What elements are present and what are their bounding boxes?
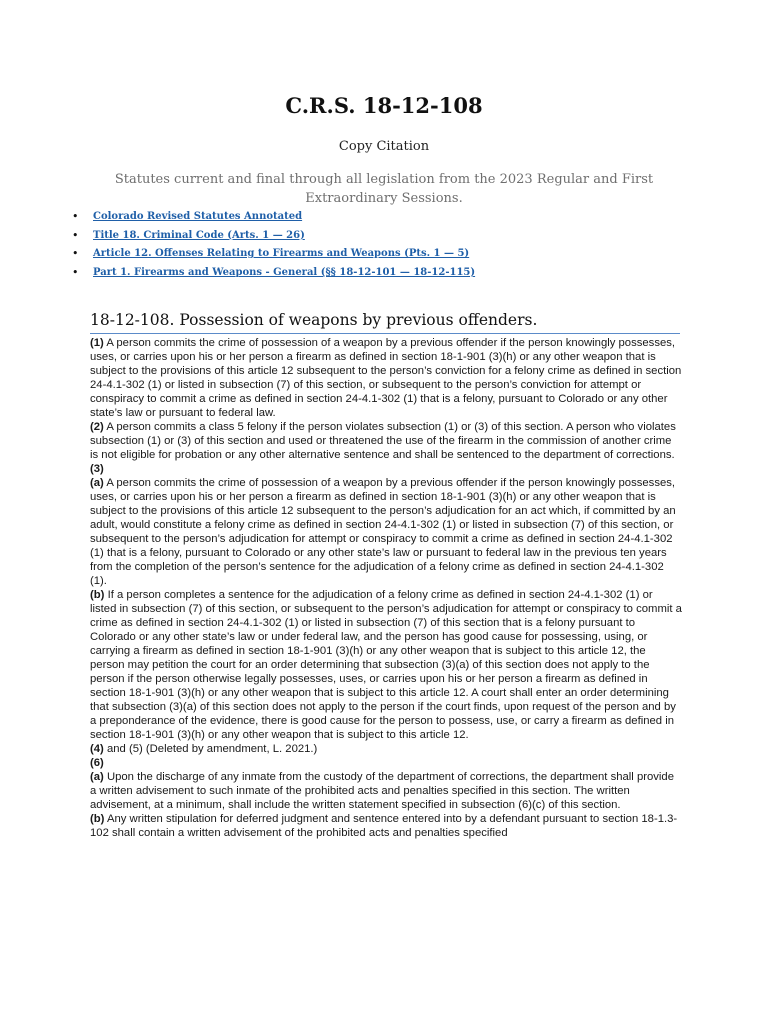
statute-paragraph — [90, 420, 682, 462]
currency-note: Statutes current and final through all legislation from the 2023 Regular and First Extraordinary Sessions. — [114, 172, 654, 206]
bullet-icon: • — [72, 228, 79, 242]
breadcrumb-link-article[interactable]: Article 12. Offenses Relating to Firearms and Weapons (Pts. 1 — 5) — [93, 248, 470, 260]
breadcrumb-link-statutes[interactable]: Colorado Revised Statutes Annotated — [93, 211, 303, 222]
bullet-icon: • — [72, 210, 79, 223]
statute-paragraph — [90, 756, 682, 770]
statute-body — [90, 336, 682, 840]
breadcrumb-link-title[interactable]: Title 18. Criminal Code (Arts. 1 — 26) — [93, 229, 305, 241]
breadcrumb-item — [70, 227, 475, 246]
statute-paragraph — [90, 812, 682, 840]
paragraph-text: and (5) (Deleted by amendment, L. 2021.) — [103, 743, 318, 755]
paragraph-text: If a person completes a sentence for the adjudication of a felony crime as defined in section 24-4.1-302 (1) or listed in subsection (7) of this section, or subsequent to the person’s adjudication for attempt or conspiracy to commit a crime as defined in section 24-4.1-302 (1) or listed in subsection (7) of this section that is a felony pursuant to Colorado or any other state’s law or under federal law, and the person has good cause for possessing, using, or carrying a firearm as defined in section 18-1-901 (3)(h) or any other weapon that is subject to this article 12, the person may petition the court for an order determining that subsection (3)(a) of this section does not apply to the person if the person otherwise legally possesses, uses, or carries upon his or her person a firearm as defined in section 18-1-901 (3)(h) or any other weapon that is subject to this article 12. A court shall enter an order determining that subsection (3)(a) of this section does not apply to the person if the court finds, upon request of the person and by a preponderance of the evidence, there is good cause for the person to possess, use, or carry a firearm as defined in section 18-1-901 (3)(h) or any other weapon that is subject to this article 12. — [90, 589, 682, 741]
statute-paragraph — [90, 476, 682, 588]
paragraph-text: A person commits the crime of possession of a weapon by a previous offender if the person knowingly possesses, uses, or carries upon his or her person a firearm as defined in section 18-1-901 (3)(h) or any other weapon that is subject to the provisions of this article 12 subsequent to the person’s adjudication for an act which, if committed by an adult, would constitute a felony crime as defined in section 24-4.1-302 (1) or listed in subsection (7) of this section, or subsequent to the person’s adjudication for attempt or conspiracy to commit a crime as defined in section 24-4.1-302 (1) that is a felony, pursuant to Colorado or any other state’s law or pursuant to federal law in the previous ten years from the completion of the person’s sentence for the adjudication of a felony crime as defined in section 24-4.1-302 (1). — [90, 477, 676, 587]
breadcrumb-item — [70, 264, 475, 283]
paragraph-text: A person commits the crime of possession of a weapon by a previous offender if the person knowingly possesses, uses, or carries upon his or her person a firearm as defined in section 18-1-901 (3)(h) or any other weapon that is subject to the provisions of this article 12 subsequent to the person’s conviction for a felony crime as defined in section 24-4.1-302 (1) or listed in subsection (7) of this section, or subsequent to the person’s conviction for attempt or conspiracy to commit a crime as defined in section 24-4.1-302 (1) that is a felony, pursuant to Colorado or any other state’s law or pursuant to federal law. — [90, 337, 682, 419]
paragraph-label: (2) — [90, 421, 104, 433]
paragraph-label: (6) — [90, 757, 104, 769]
paragraph-label: (b) — [90, 589, 105, 601]
document-title: C.R.S. 18-12-108 — [285, 93, 483, 118]
copy-citation-button[interactable]: Copy Citation — [338, 139, 430, 154]
paragraph-label: (1) — [90, 337, 104, 349]
breadcrumb — [70, 208, 475, 282]
breadcrumb-item — [70, 245, 475, 264]
statute-paragraph — [90, 770, 682, 812]
statute-paragraph — [90, 742, 682, 756]
bullet-icon: • — [72, 265, 79, 279]
paragraph-label: (a) — [90, 477, 104, 489]
breadcrumb-item — [70, 208, 475, 227]
paragraph-label: (4) — [90, 743, 104, 755]
statute-paragraph — [90, 588, 682, 742]
paragraph-text: A person commits a class 5 felony if the person violates subsection (1) or (3) of this section. A person who violates subsection (1) or (3) of this section and used or threatened the use of the firearm in the commission of another crime is not eligible for probation or any other alternative sentence and shall be sentenced to the department of corrections. — [90, 421, 676, 461]
paragraph-text: Upon the discharge of any inmate from the custody of the department of corrections, the department shall provide a written advisement to such inmate of the prohibited acts and penalties specified in this section. The written advisement, at a minimum, shall include the written statement specified in subsection (6)(c) of this section. — [90, 771, 674, 811]
paragraph-label: (3) — [90, 463, 104, 475]
bullet-icon: • — [72, 247, 79, 261]
breadcrumb-link-part[interactable]: Part 1. Firearms and Weapons - General (§§ 18-12-101 — 18-12-115) — [93, 266, 476, 278]
statute-paragraph — [90, 336, 682, 420]
paragraph-label: (a) — [90, 771, 104, 783]
statute-paragraph — [90, 462, 682, 476]
paragraph-text: Any written stipulation for deferred judgment and sentence entered into by a defendant pursuant to section 18-1.3-102 shall contain a written advisement of the prohibited acts and penalties specified — [90, 813, 678, 839]
section-heading: 18-12-108. Possession of weapons by previous offenders. — [90, 311, 680, 334]
paragraph-label: (b) — [90, 813, 105, 825]
